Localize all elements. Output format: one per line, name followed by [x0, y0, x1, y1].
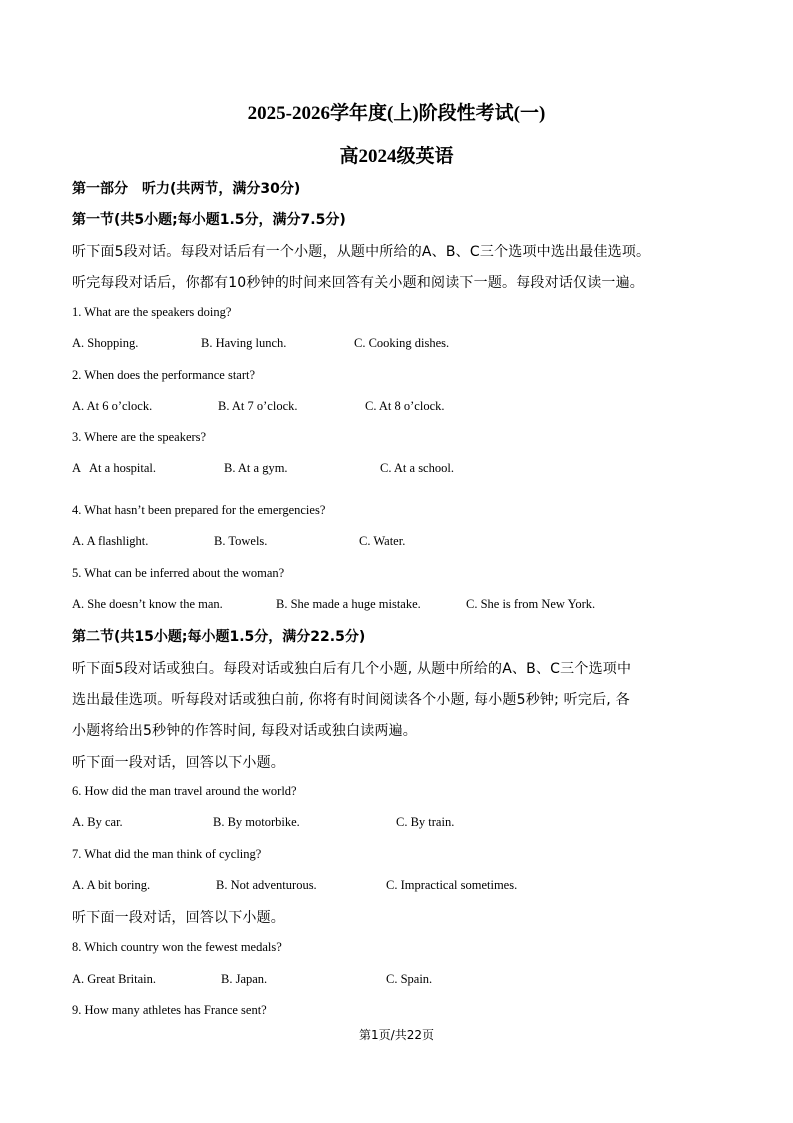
option-b: B. At 7 o’clock. [218, 399, 298, 413]
dialogue-intro: 听下面一段对话，回答以下小题。 [72, 755, 285, 771]
question-text: 9. How many athletes has France sent? [72, 1003, 267, 1017]
option-b: B. At a gym. [224, 461, 288, 475]
option-b: B. Not adventurous. [216, 878, 317, 892]
question-text: 8. Which country won the fewest medals? [72, 940, 282, 954]
exam-title: 2025-2026学年度(上)阶段性考试(一) [247, 103, 546, 124]
option-c: C. At a school. [380, 461, 454, 475]
option-a: A. Shopping. [72, 336, 139, 350]
question-text: 1. What are the speakers doing? [72, 305, 232, 319]
option-a: A. At 6 o’clock. [72, 399, 153, 413]
question-text: 5. What can be inferred about the woman? [72, 566, 285, 580]
option-a: A. A flashlight. [72, 534, 149, 548]
option-a: A. A bit boring. [72, 878, 151, 892]
question-text: 4. What hasn’t been prepared for the emergencies? [72, 503, 326, 517]
section1-instruction-line: 听下面5段对话。每段对话后有一个小题，从题中所给的A、B、C三个选项中选出最佳选项。 [72, 244, 651, 260]
dialogue-intro: 听下面一段对话，回答以下小题。 [72, 910, 285, 926]
option-c: C. Water. [359, 534, 406, 548]
section2-instruction-line: 听下面5段对话或独白。每段对话或独白后有几个小题, 从题中所给的A、B、C三个选项中 [72, 661, 632, 677]
option-b: B. She made a huge mistake. [276, 597, 421, 611]
option-c: C. Cooking dishes. [354, 336, 450, 350]
option-b: B. Japan. [221, 972, 268, 986]
option-b: B. Towels. [214, 534, 268, 548]
question-text: 6. How did the man travel around the world? [72, 784, 297, 798]
option-c: C. Spain. [386, 972, 433, 986]
section2-instruction-line: 小题将给出5秒钟的作答时间, 每段对话或独白读两遍。 [72, 723, 418, 739]
section1-heading: 第一节(共5小题;每小题1.5分，满分7.5分) [72, 212, 346, 228]
option-b: B. By motorbike. [213, 815, 300, 829]
section2-instruction-line: 选出最佳选项。听每段对话或独白前, 你将有时间阅读各个小题, 每小题5秒钟; 听完后, 各 [72, 692, 630, 708]
exam-subtitle: 高2024级英语 [339, 146, 454, 167]
option-c: C. At 8 o’clock. [365, 399, 445, 413]
question-text: 2. When does the performance start? [72, 368, 256, 382]
part1-heading: 第一部分 听力(共两节，满分30分) [72, 181, 301, 197]
question-text: 7. What did the man think of cycling? [72, 847, 262, 861]
option-a: A. Great Britain. [72, 972, 157, 986]
option-c: C. Impractical sometimes. [386, 878, 518, 892]
section2-heading: 第二节(共15小题;每小题1.5分，满分22.5分) [72, 629, 366, 645]
question-text: 3. Where are the speakers? [72, 430, 207, 444]
option-a: A. By car. [72, 815, 123, 829]
option-c: C. She is from New York. [466, 597, 596, 611]
option-b: B. Having lunch. [201, 336, 287, 350]
option-a: A At a hospital. [72, 461, 157, 475]
option-c: C. By train. [396, 815, 455, 829]
page-number: 第1页/共22页 [359, 1028, 434, 1042]
option-a: A. She doesn’t know the man. [72, 597, 223, 611]
section1-instruction-line: 听完每段对话后，你都有10秒钟的时间来回答有关小题和阅读下一题。每段对话仅读一遍。 [72, 275, 645, 291]
